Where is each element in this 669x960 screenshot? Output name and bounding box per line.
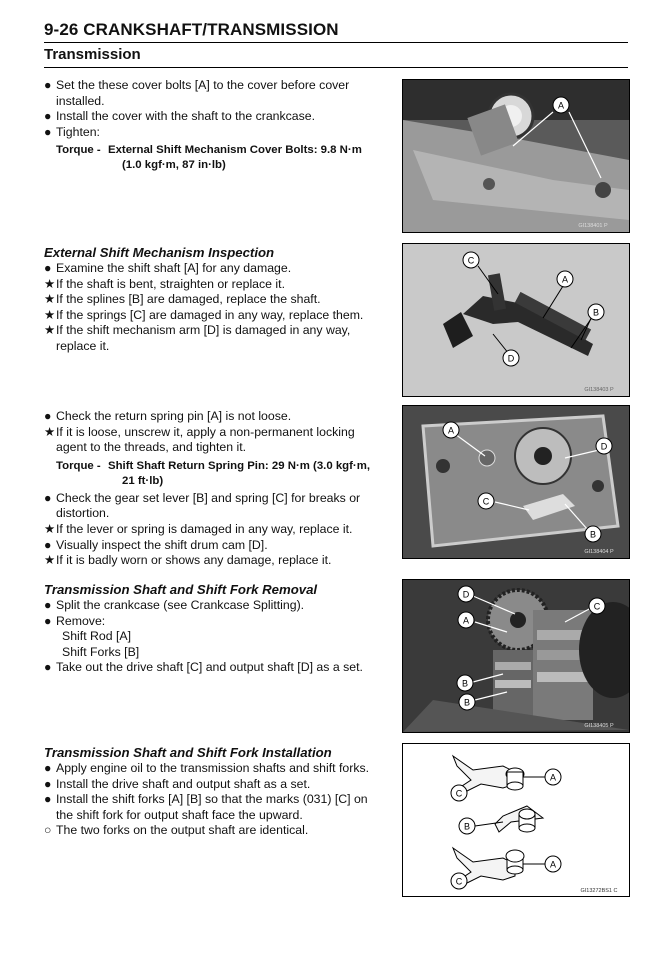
list-item: ● Tighten: <box>44 124 100 139</box>
torque-spec: Torque - External Shift Mechanism Cover Bolts: 9.8 N·m (1.0 kgf·m, 87 in·lb) <box>56 144 362 172</box>
inspection-steps <box>44 261 386 355</box>
list-item: ● Set the these cover bolts [A] to the cover before cover installed. <box>44 78 350 108</box>
callout-d: D <box>600 441 608 452</box>
return-spring-steps <box>44 409 386 456</box>
torque-spec: Torque - Shift Shaft Return Spring Pin: 29 N·m (3.0 kgf·m, 21 ft·lb) <box>56 459 371 487</box>
figure-code: GI138405 P <box>584 723 614 729</box>
figure-shift-drum <box>402 405 630 559</box>
remove-item: Shift Rod [A] <box>62 629 132 644</box>
figure-transmission-shafts <box>402 579 630 733</box>
callout-c: C <box>593 601 601 612</box>
removal-steps-final <box>44 660 386 676</box>
callout-c: C <box>455 788 463 799</box>
callout-c: C <box>455 876 463 887</box>
gear-lever-steps <box>44 491 386 569</box>
callout-b: B <box>463 821 471 832</box>
header-rule <box>44 42 628 43</box>
callout-b: B <box>463 697 471 708</box>
figure-shift-shaft <box>402 243 630 397</box>
callout-b: B <box>592 307 600 318</box>
callout-a: A <box>557 100 565 111</box>
removal-steps <box>44 598 386 629</box>
list-item: ● Check the return spring pin [A] is not loose. <box>44 409 292 423</box>
cover-bolt-steps <box>44 78 386 140</box>
figure-cover-bolts <box>402 79 630 233</box>
list-item: ● Install the drive shaft and output shaft as a set. <box>44 776 311 791</box>
list-item: ★ If it is badly worn or shows any damage, replace it. <box>44 553 332 568</box>
remove-item: Shift Forks [B] <box>62 644 140 659</box>
list-item: ★ If the lever or spring is damaged in any way, replace it. <box>44 521 353 536</box>
block-fork-removal <box>44 582 386 676</box>
callout-a: A <box>549 772 557 783</box>
list-item: ○ The two forks on the output shaft are identical. <box>44 823 309 838</box>
figure-code: GI138404 P <box>584 549 614 555</box>
section-heading: Transmission Shaft and Shift Fork Installation <box>44 745 332 760</box>
page-title: 9-26 CRANKSHAFT/TRANSMISSION <box>44 20 339 39</box>
figure-code: GI138403 P <box>584 387 614 393</box>
block-return-spring <box>44 409 386 569</box>
figure-code: GI13272BS1 C <box>580 888 618 894</box>
list-item: ● Split the crankcase (see Crankcase Splitting). <box>44 598 305 612</box>
list-item: ★ If the shaft is bent, straighten or replace it. <box>44 276 285 291</box>
callout-d: D <box>462 589 470 600</box>
list-item: ★ If it is loose, unscrew it, apply a non-permanent locking agent to the threads, and tighten it. <box>44 424 355 455</box>
section-heading: External Shift Mechanism Inspection <box>44 245 275 260</box>
callout-b: B <box>461 678 469 689</box>
callout-a: A <box>561 274 569 285</box>
list-item: ● Take out the drive shaft [C] and output shaft [D] as a set. <box>44 660 363 675</box>
list-item: ● Remove: <box>44 613 106 628</box>
list-item: ● Install the cover with the shaft to the crankcase. <box>44 109 316 124</box>
block-fork-installation <box>44 745 386 839</box>
callout-a: A <box>549 859 557 870</box>
list-item: ● Apply engine oil to the transmission shafts and shift forks. <box>44 761 370 775</box>
list-item: ● Check the gear set lever [B] and spring [C] for breaks or distortion. <box>44 490 361 521</box>
figure-code: GI138401 P <box>578 223 608 229</box>
list-item: ★ If the springs [C] are damaged in any way, replace them. <box>44 307 364 322</box>
section-heading: Transmission Shaft and Shift Fork Removal <box>44 582 318 597</box>
callout-a: A <box>447 425 455 436</box>
callout-c: C <box>467 255 475 266</box>
callout-b: B <box>589 529 597 540</box>
installation-steps <box>44 761 386 839</box>
list-item: ● Visually inspect the shift drum cam [D]. <box>44 537 268 552</box>
list-item: ★ If the splines [B] are damaged, replace the shaft. <box>44 292 321 307</box>
block-shift-inspection <box>44 245 386 355</box>
list-item: ● Install the shift forks [A] [B] so that the marks (031) [C] on the shift fork for output shaft face the upward. <box>44 792 368 822</box>
list-item: ● Examine the shift shaft [A] for any damage. <box>44 261 292 275</box>
callout-a: A <box>462 615 470 626</box>
list-item: ★ If the shift mechanism arm [D] is damaged in any way, replace it. <box>44 323 351 353</box>
callout-c: C <box>482 496 490 507</box>
callout-d: D <box>507 353 515 364</box>
figure-shift-forks-diagram <box>402 743 630 897</box>
section-rule <box>44 67 628 68</box>
block-cover-bolts <box>44 78 386 173</box>
section-title: Transmission <box>44 46 141 63</box>
